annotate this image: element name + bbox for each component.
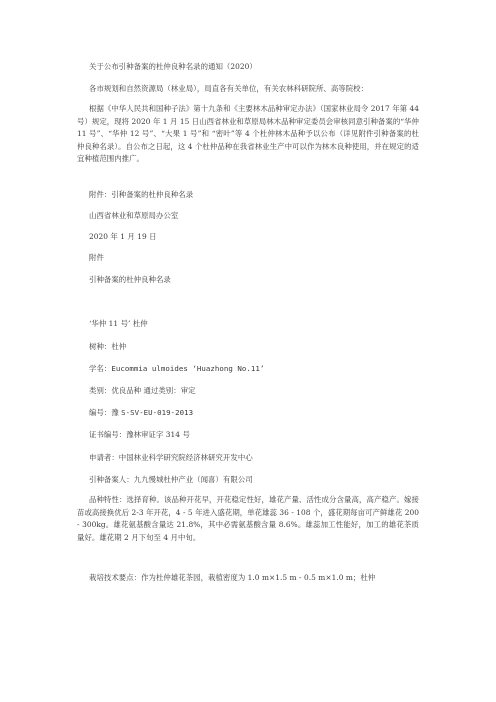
variety-code-label: 编号：豫 [89,408,122,417]
attachment-label: 附件 [89,253,104,262]
species: 树种：杜仲 [89,342,127,351]
notice-body: 根据《中华人民共和国种子法》第十九条和《主要林木品种审定办法》（国家林业局令 2017 年第 44 号）规定，现将 2020 年 1 月 15 日山西省林业和草原局林木品种审定委员会审核同意引种备案的“华仲 11 号”、“华仲 12 号”、“大果 1 号”和 “密叶”等 4 个杜仲林木品种予以公布（详见附件引种备案的杜仲良种名录）。自公布之日起，这 4 个杜仲品种在我省林业生产中可以作为林木良种使用，并在规定的适宜种植范围内推广。 [77,104,419,164]
category: 类别：优良品种 通过类别：审定 [89,386,196,395]
attachment-title: 引种备案的杜仲良种名录 [89,275,171,284]
scientific-name [89,364,264,374]
applicant: 申请者：中国林业科学研究院经济林研究开发中心 [89,453,253,462]
notice-title: 关于公布引种备案的杜仲良种名录的通知（2020） [89,62,257,71]
variety-code [89,408,193,418]
variety-name: ‘华仲 11 号’ 杜仲 [89,319,148,328]
variety-traits: 品种特性：选择育种。该品种开花早，开花稳定性好，雄花产量、活性成分含量高，高产稳产。嫁接苗或高接换优后 2-3 年开花，4 - 5 年进入盛花期，单花雄蕊 36 - 108 个，盛花期每亩可产鲜雄花 200 - 300kg。雄花氨基酸含量达 21.8%，其中必需氨基酸含量 8.6%。雄蕊加工性能好，加工的雄花茶质量好。雄花期 2 月下旬至 4 月中旬。 [77,495,419,542]
certificate-number: 证书编号：豫林审证字 314 号 [89,430,190,439]
issuer: 山西省林业和草原局办公室 [89,211,179,220]
scientific-name-label: 学名： [89,364,112,373]
attachment-reference: 附件：引种备案的杜仲良种名录 [89,190,194,199]
notice-salutation: 各市规划和自然资源局（林业局），局直各有关单位，有关农林科研院所、高等院校： [89,84,369,93]
cultivation-points: 栽培技术要点：作为杜仲雄花茶园，栽植密度为 1.0 m×1.5 m - 0.5 m×1.0 m；杜仲 [89,573,376,582]
scientific-name-value: Eucommia ulmoides ‘Huazhong No.11’ [111,364,265,373]
issue-date: 2020 年 1 月 19 日 [89,232,157,241]
introducer: 引种备案人：九九慢城杜仲产业（闻喜）有限公司 [89,475,253,484]
variety-code-value: S-SV-EU-019-2013 [121,408,194,417]
